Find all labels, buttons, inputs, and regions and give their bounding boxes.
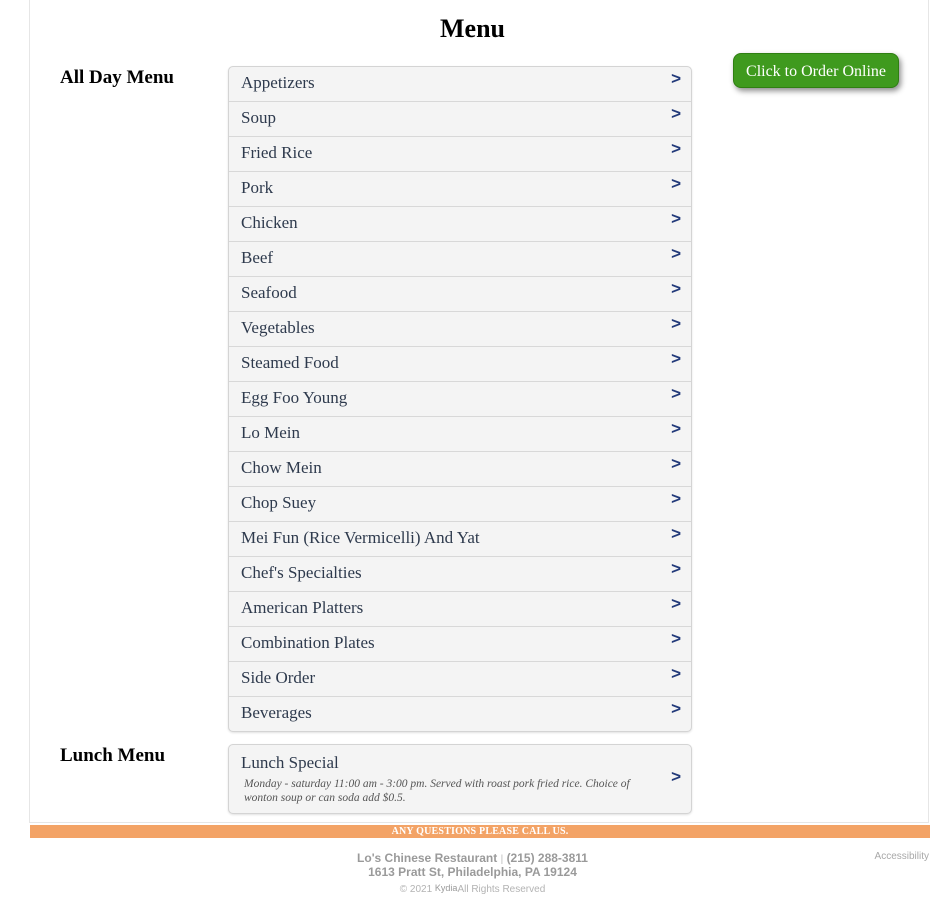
chevron-right-icon: > [671, 699, 681, 718]
menu-category-label: Seafood [241, 283, 297, 302]
menu-category-row[interactable] [229, 171, 691, 206]
menu-category-label: Mei Fun (Rice Vermicelli) And Yat [241, 528, 480, 547]
menu-category-row[interactable] [229, 311, 691, 346]
menu-category-row[interactable] [229, 486, 691, 521]
menu-category-row[interactable] [229, 556, 691, 591]
menu-category-label: Lo Mein [241, 423, 301, 442]
all-day-menu-list [228, 66, 692, 732]
chevron-right-icon: > [671, 664, 681, 683]
menu-category-row[interactable] [229, 346, 691, 381]
chevron-right-icon: > [671, 349, 681, 368]
order-online-button[interactable]: Click to Order Online [733, 53, 899, 88]
menu-item-description: Monday - saturday 11:00 am - 3:00 pm. Served with roast pork fried rice. Choice of wonton soup or can soda add $0.5. [244, 778, 630, 804]
chevron-right-icon: > [671, 629, 681, 648]
copyright-year: © 2021 [399, 884, 433, 895]
chevron-right-icon: > [671, 489, 681, 508]
menu-category-row[interactable] [229, 661, 691, 696]
menu-category-row[interactable] [229, 101, 691, 136]
menu-category-row[interactable] [229, 136, 691, 171]
footer-address: 1613 Pratt St, Philadelphia, PA 19124 [368, 865, 577, 879]
chevron-right-icon: > [671, 209, 681, 228]
menu-item-label: Lunch Special [241, 753, 339, 772]
menu-category-label: Egg Foo Young [241, 388, 348, 407]
menu-category-label: Beef [241, 248, 274, 267]
menu-category-row[interactable] [229, 276, 691, 311]
restaurant-name: Lo's Chinese Restaurant [357, 851, 498, 865]
chevron-right-icon: > [671, 314, 681, 333]
kydia-link[interactable]: Kydia [434, 883, 458, 893]
contact-banner: ANY QUESTIONS PLEASE CALL US. [30, 825, 930, 838]
menu-category-label: Vegetables [241, 318, 315, 337]
menu-category-label: Pork [241, 178, 274, 197]
chevron-right-icon: > [671, 104, 681, 123]
rights-text: All Rights Reserved [457, 884, 546, 895]
chevron-right-icon: > [671, 524, 681, 543]
chevron-right-icon: > [671, 244, 681, 263]
chevron-right-icon: > [671, 559, 681, 578]
menu-category-row[interactable] [229, 67, 691, 101]
menu-category-label: Appetizers [241, 73, 315, 92]
chevron-right-icon: > [671, 279, 681, 298]
menu-category-label: Beverages [241, 703, 312, 722]
menu-category-label: Steamed Food [241, 353, 339, 372]
menu-category-row[interactable] [229, 381, 691, 416]
phone-link[interactable]: (215) 288-3811 [506, 851, 588, 865]
chevron-right-icon: > [671, 174, 681, 193]
menu-category-label: Soup [241, 108, 276, 127]
menu-category-row[interactable] [229, 206, 691, 241]
footer-copyright [0, 882, 945, 896]
chevron-right-icon: > [671, 767, 681, 786]
menu-category-label: Chow Mein [241, 458, 322, 477]
menu-category-row[interactable] [229, 241, 691, 276]
menu-category-label: Side Order [241, 668, 316, 687]
accessibility-link[interactable]: Accessibility [874, 851, 929, 862]
menu-category-label: American Platters [241, 598, 364, 617]
menu-category-label: Chop Suey [241, 493, 317, 512]
menu-category-label: Chef's Specialties [241, 563, 362, 582]
chevron-right-icon: > [671, 139, 681, 158]
lunch-menu-list [228, 744, 692, 814]
menu-category-row[interactable] [229, 626, 691, 661]
menu-category-row[interactable] [229, 451, 691, 486]
lunch-menu-heading: Lunch Menu [60, 745, 166, 766]
menu-category-label: Combination Plates [241, 633, 375, 652]
all-day-menu-heading: All Day Menu [60, 67, 174, 88]
menu-category-label: Fried Rice [241, 143, 313, 162]
chevron-right-icon: > [671, 594, 681, 613]
footer-separator: | [500, 854, 504, 865]
menu-category-row[interactable] [229, 591, 691, 626]
menu-item-lunch-special[interactable] [229, 745, 691, 813]
menu-category-label: Chicken [241, 213, 298, 232]
chevron-right-icon: > [671, 419, 681, 438]
chevron-right-icon: > [671, 384, 681, 403]
page-title: Menu [440, 14, 505, 43]
chevron-right-icon: > [671, 454, 681, 473]
menu-category-row[interactable] [229, 416, 691, 451]
chevron-right-icon: > [671, 69, 681, 88]
menu-category-row[interactable] [229, 696, 691, 731]
menu-category-row[interactable] [229, 521, 691, 556]
